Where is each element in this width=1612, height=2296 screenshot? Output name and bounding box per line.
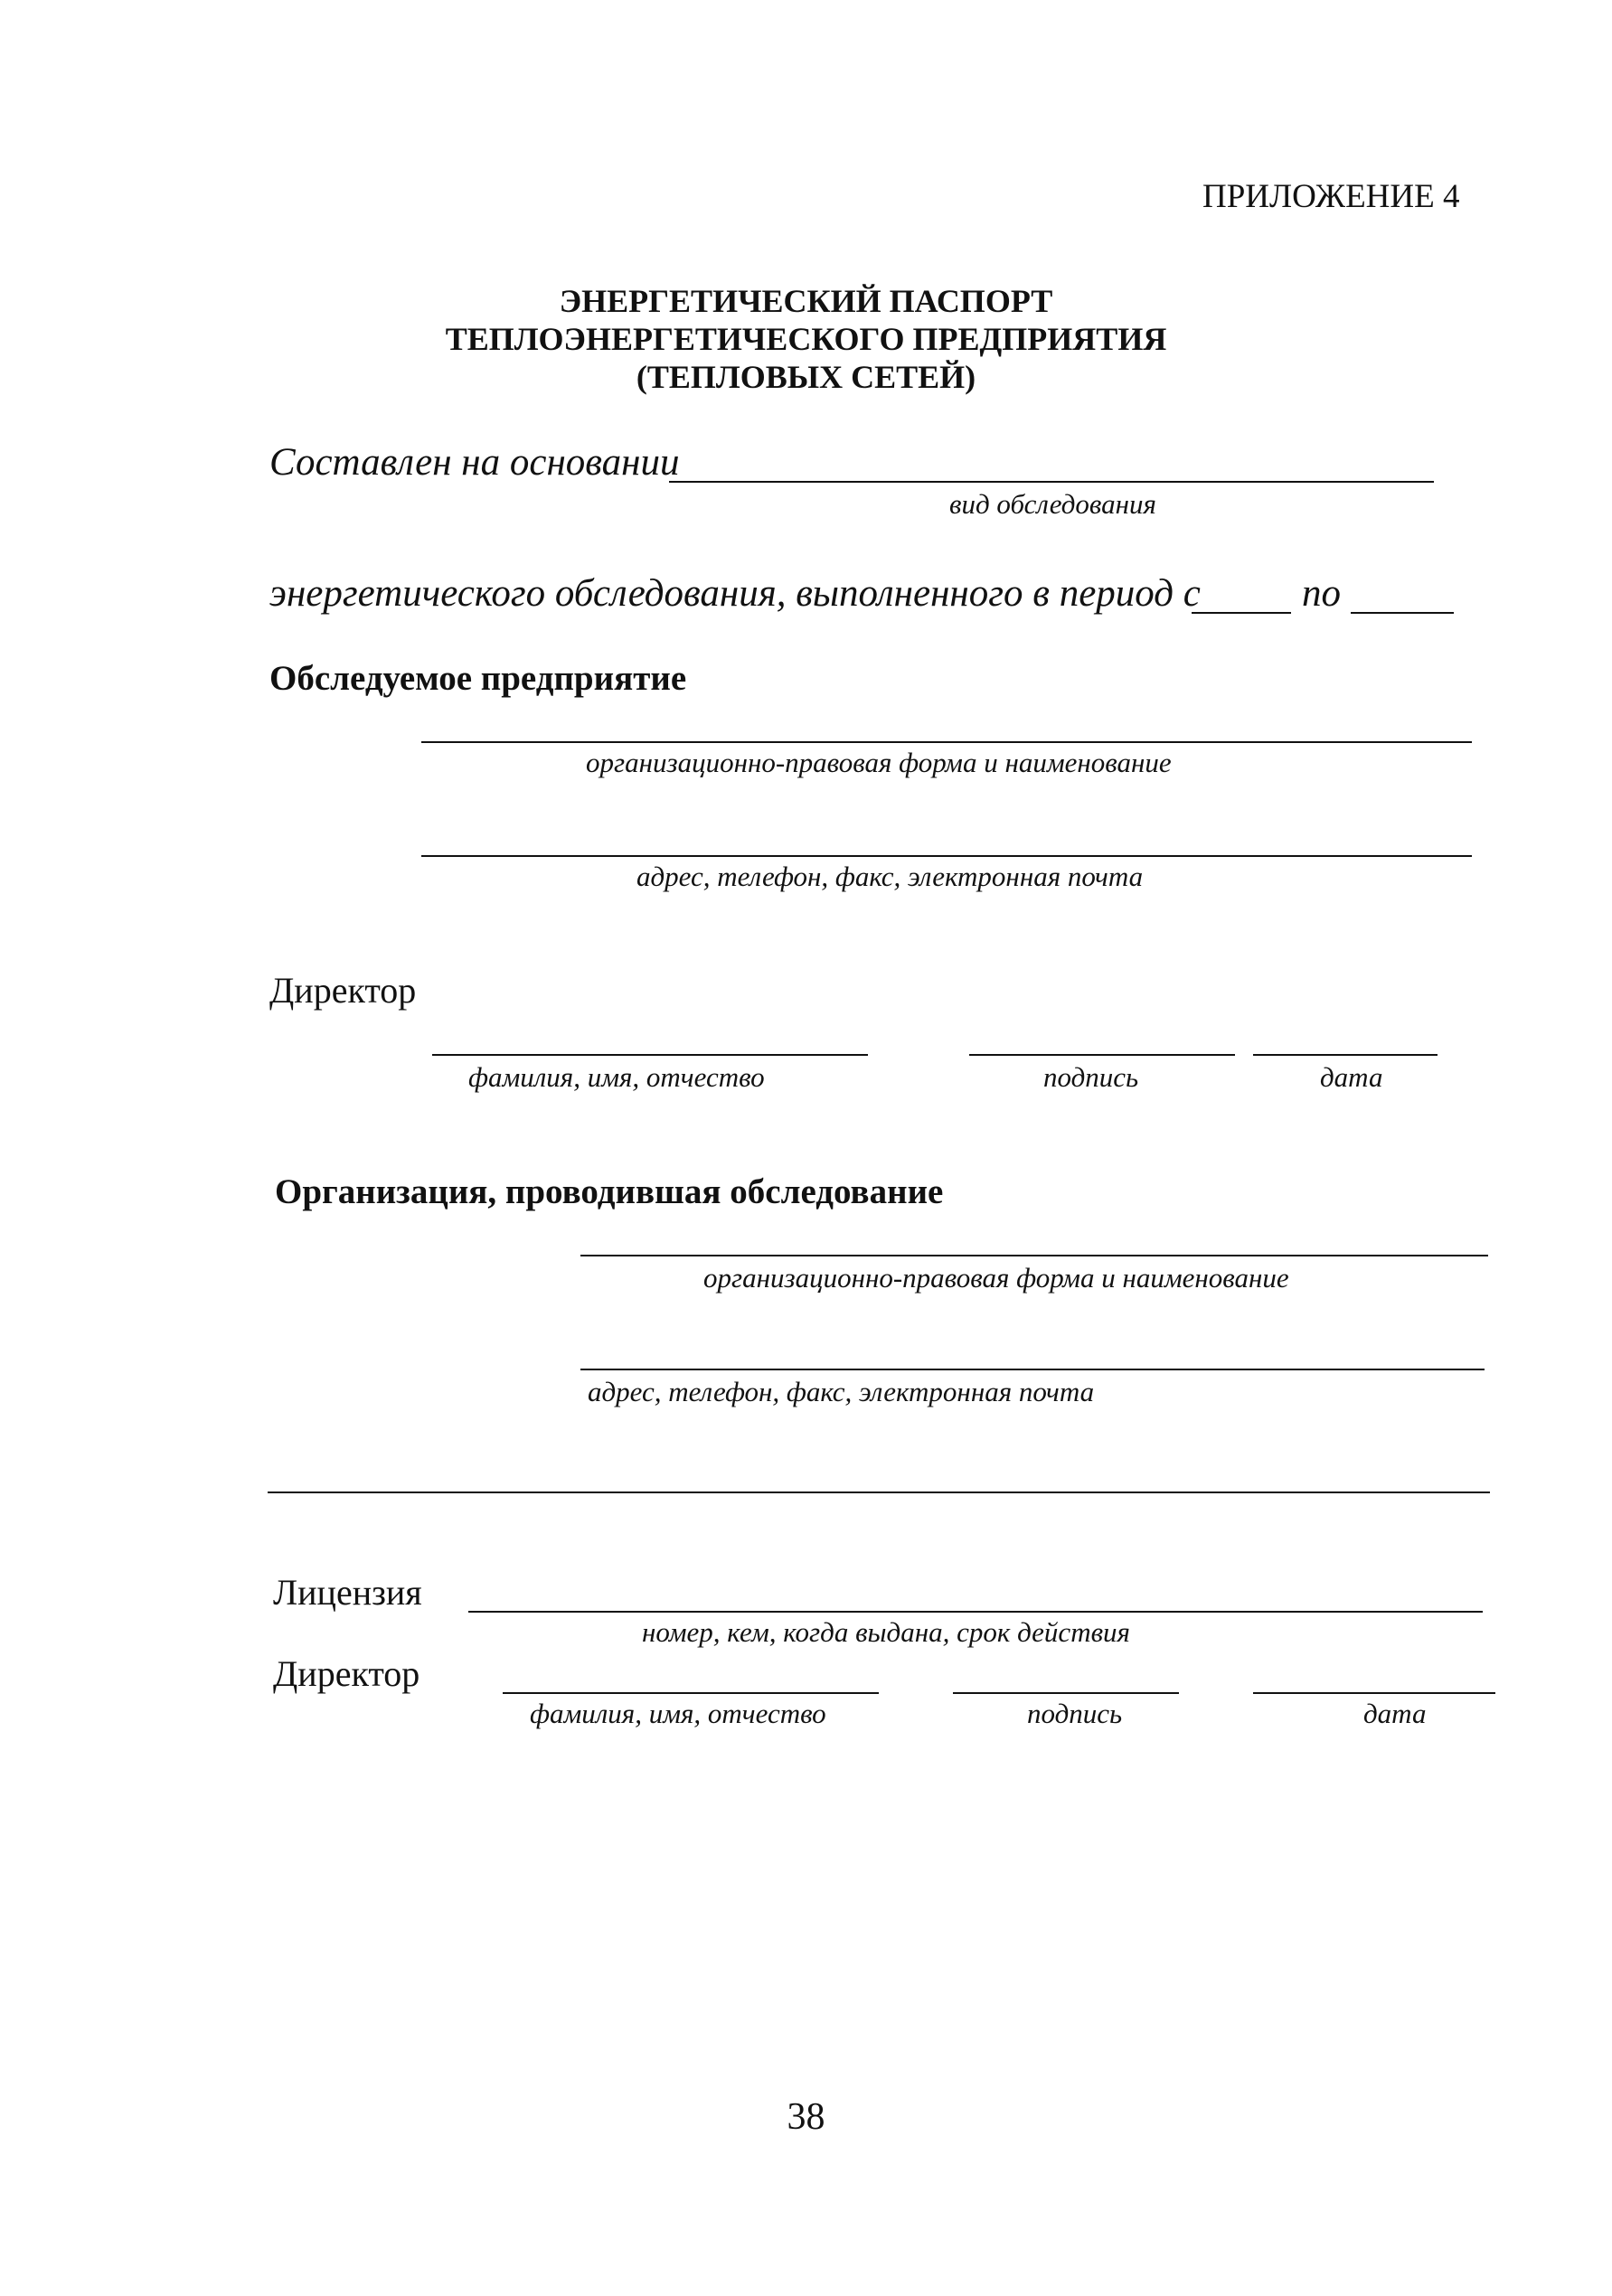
period-text: энергетического обследования, выполненного в период с (269, 572, 1201, 615)
enterprise-director-fio-line[interactable] (432, 1054, 868, 1056)
period-to-text: по (1302, 572, 1341, 615)
organization-address-caption: адрес, телефон, факс, электронная почта (588, 1376, 1095, 1407)
title-line-2: ТЕПЛОЭНЕРГЕТИЧЕСКОГО ПРЕДПРИЯТИЯ (445, 321, 1167, 357)
period-from-line[interactable] (1192, 612, 1291, 614)
organization-name-line[interactable] (580, 1255, 1488, 1256)
license-caption: номер, кем, когда выдана, срок действия (642, 1616, 1130, 1648)
enterprise-director-label: Директор (269, 970, 417, 1011)
organization-heading: Организация, проводившая обследование (275, 1172, 944, 1211)
title-line-1: ЭНЕРГЕТИЧЕСКИЙ ПАСПОРТ (559, 283, 1053, 319)
organization-address-line[interactable] (580, 1369, 1485, 1370)
enterprise-heading: Обследуемое предприятие (269, 659, 687, 698)
enterprise-director-date-line[interactable] (1253, 1054, 1438, 1056)
basis-caption: вид обследования (949, 488, 1156, 520)
enterprise-address-line[interactable] (421, 855, 1472, 857)
enterprise-director-signature-line[interactable] (969, 1054, 1235, 1056)
license-field-line[interactable] (468, 1611, 1483, 1613)
basis-text: Составлен на основании (269, 441, 680, 484)
organization-director-date-line[interactable] (1253, 1692, 1495, 1694)
organization-director-signature-line[interactable] (953, 1692, 1179, 1694)
enterprise-date-caption: дата (1320, 1061, 1383, 1093)
organization-date-caption: дата (1363, 1698, 1427, 1729)
title-line-3: (ТЕПЛОВЫХ СЕТЕЙ) (636, 359, 976, 395)
period-to-line[interactable] (1351, 612, 1454, 614)
annex-label: ПРИЛОЖЕНИЕ 4 (1202, 178, 1460, 215)
organization-director-fio-line[interactable] (503, 1692, 879, 1694)
enterprise-signature-caption: подпись (1043, 1061, 1139, 1093)
enterprise-name-caption: организационно-правовая форма и наименование (586, 747, 1172, 778)
enterprise-address-caption: адрес, телефон, факс, электронная почта (636, 861, 1144, 892)
page-number: 38 (787, 2096, 825, 2138)
license-label: Лицензия (273, 1572, 422, 1613)
basis-field-line[interactable] (669, 481, 1434, 483)
organization-fio-caption: фамилия, имя, отчество (530, 1698, 826, 1729)
organization-signature-caption: подпись (1027, 1698, 1123, 1729)
enterprise-fio-caption: фамилия, имя, отчество (468, 1061, 765, 1093)
organization-director-label: Директор (273, 1653, 420, 1694)
separator-line (268, 1491, 1490, 1493)
enterprise-name-line[interactable] (421, 741, 1472, 743)
organization-name-caption: организационно-правовая форма и наименование (703, 1262, 1289, 1294)
